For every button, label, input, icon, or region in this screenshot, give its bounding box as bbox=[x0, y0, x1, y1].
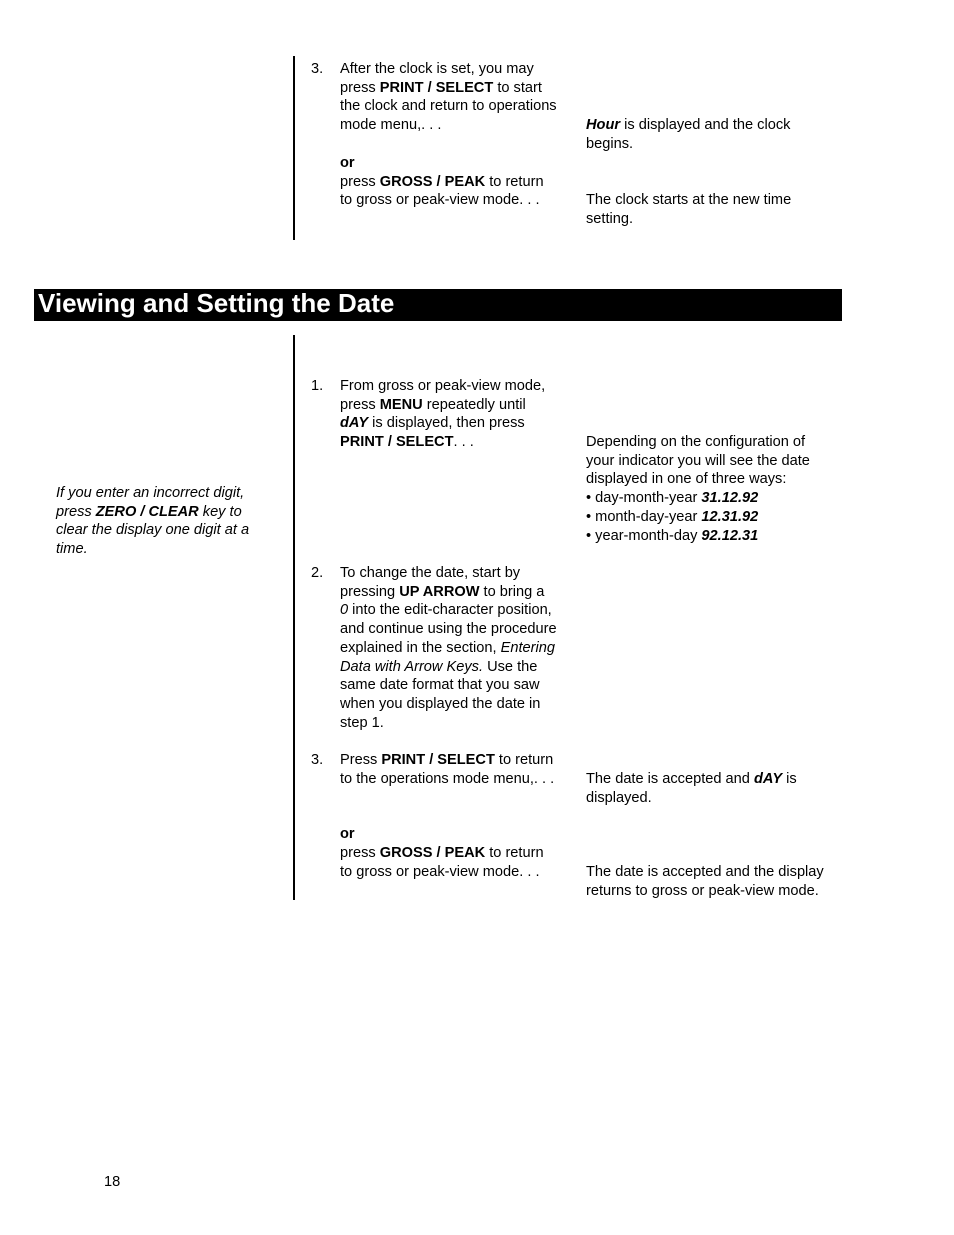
column-rule-main bbox=[293, 335, 295, 900]
or-label: or bbox=[340, 826, 355, 843]
step-3-result-1: The date is accepted and dAY is displayed. bbox=[586, 771, 797, 806]
display-text: dAY bbox=[753, 771, 783, 787]
column-rule-top bbox=[293, 56, 295, 240]
step-3-text: Press PRINT / SELECT to return to the operations mode menu,. . . or press GROSS / PEAK to return to gross or peak-view mode. . . bbox=[340, 751, 572, 882]
key-name: GROSS / PEAK bbox=[379, 173, 486, 190]
key-name: GROSS / PEAK bbox=[379, 845, 486, 862]
step-1-result: Depending on the configuration of your indicator you will see the date displayed in one of three ways: • day-month-year 31.12.92 • month-day-year 12.31.92 • year-month-day 92.12.31 bbox=[586, 433, 848, 545]
date-format-item: • year-month-day 92.12.31 bbox=[586, 527, 759, 544]
date-format-item: • day-month-year 31.12.92 bbox=[586, 490, 759, 507]
step-number: 1. bbox=[311, 378, 324, 394]
page-number: 18 bbox=[104, 1174, 121, 1190]
margin-note: If you enter an incorrect digit, press ZERO / CLEAR key to clear the display one digit at a time. bbox=[56, 485, 250, 558]
date-format-item: • month-day-year 12.31.92 bbox=[586, 508, 759, 525]
step-3-clock-text bbox=[340, 60, 572, 210]
text-line: to gross or peak-view mode. . . bbox=[340, 192, 540, 209]
or-label: or bbox=[340, 154, 355, 171]
text-line: After the clock is set, you may bbox=[340, 61, 534, 77]
key-name: UP ARROW bbox=[399, 583, 480, 600]
step-1-text: From gross or peak-view mode, press MENU repeatedly until dAY is displayed, then press PRINT / SELECT. . . bbox=[340, 378, 546, 451]
key-name: PRINT / SELECT bbox=[379, 79, 494, 96]
display-text: Hour bbox=[586, 117, 621, 133]
step-number: 3. bbox=[311, 752, 324, 768]
section-heading-banner bbox=[34, 289, 842, 321]
step-2-text: To change the date, start by pressing UP ARROW to bring a 0 into the edit-character position, and continue using the procedure explained in the section, Entering Data with Arrow Keys. Use the same date format that you saw when you displayed the date in step 1. bbox=[340, 565, 557, 731]
key-name: PRINT / SELECT bbox=[381, 752, 495, 768]
clock-result-2: The clock starts at the new time setting. bbox=[586, 192, 792, 227]
section-heading: Viewing and Setting the Date bbox=[38, 288, 395, 318]
step-number: 2. bbox=[311, 565, 324, 581]
step-3-result-2: The date is accepted and the display returns to gross or peak-view mode. bbox=[586, 864, 824, 899]
key-name: PRINT / SELECT bbox=[340, 434, 454, 451]
display-text: dAY bbox=[340, 415, 369, 432]
text-line: the clock and return to operations bbox=[340, 98, 557, 115]
clock-result-1: Hour is displayed and the clock begins. bbox=[586, 117, 791, 152]
text-line: press GROSS / PEAK to return bbox=[340, 173, 544, 190]
key-name: MENU bbox=[379, 396, 423, 413]
text-line: mode menu,. . . bbox=[340, 117, 442, 134]
key-name: ZERO / CLEAR bbox=[95, 503, 199, 520]
text-line: press PRINT / SELECT to start bbox=[340, 79, 542, 96]
step-number: 3. bbox=[311, 61, 324, 77]
